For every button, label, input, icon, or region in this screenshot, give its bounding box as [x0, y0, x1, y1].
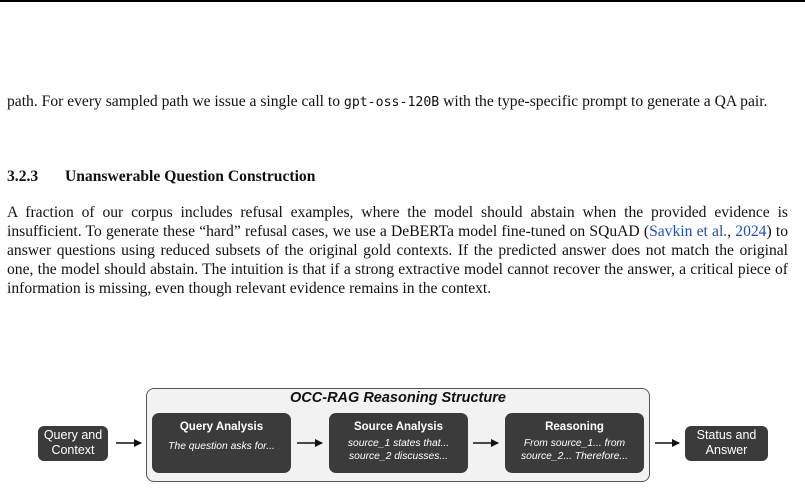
step-title: Reasoning [545, 421, 604, 433]
paragraph-intro [7, 92, 788, 112]
citation-separator: , [727, 223, 736, 240]
section-title: Unanswerable Question Construction [65, 168, 316, 185]
paragraph-unanswerable [7, 203, 788, 298]
paragraph-text-2: ) to answer questions using reduced subsets of the original gold contexts. If the predicted answer does not match the original one, the model should abstain. The intuition is that if a strong extractive model cannot recover the answer, a critical piece of information is missing, even though relevant evidence remains in the context. [7, 223, 788, 297]
input-line-1: Query and [43, 428, 103, 442]
step-text-line-1: The question asks for... [168, 441, 275, 452]
output-line-1: Status and [696, 428, 757, 442]
step-reasoning [505, 413, 644, 473]
paragraph-text-1: A fraction of our corpus includes refusal examples, where the model should abstain when the provided evidence is insufficient. To generate these “hard” refusal cases, we use a DeBERTa model fine-tuned on SQuAD ( [7, 204, 788, 240]
step-text-line-1: source_1 states that... [347, 438, 450, 449]
citation-year-link[interactable]: 2024 [735, 223, 767, 240]
output-line-2: Answer [705, 443, 748, 457]
page-top-rule [0, 0, 805, 2]
section-number: 3.2.3 [7, 168, 39, 185]
input-line-2: Context [51, 443, 95, 457]
paragraph-intro-text-1: path. For every sampled path we issue a single call to [7, 93, 344, 110]
citation-author-link[interactable]: Savkin et al. [649, 223, 728, 240]
paragraph-intro-text-2: with the type-specific prompt to generate a QA pair. [439, 93, 768, 110]
step-title: Query Analysis [179, 421, 264, 433]
output-box [685, 426, 768, 461]
figure-title: OCC-RAG Reasoning Structure [290, 390, 506, 406]
model-name-code: gpt-oss-120B [343, 95, 440, 110]
step-query-analysis [152, 413, 291, 473]
input-box [38, 426, 108, 461]
step-text-line-2: source_2... Therefore... [520, 451, 629, 462]
section-heading [7, 167, 315, 186]
step-source-analysis [329, 413, 468, 473]
step-title: Source Analysis [353, 421, 444, 433]
step-text-line-2: source_2 discusses... [348, 451, 448, 462]
step-text-line-1: From source_1... from [523, 438, 626, 449]
